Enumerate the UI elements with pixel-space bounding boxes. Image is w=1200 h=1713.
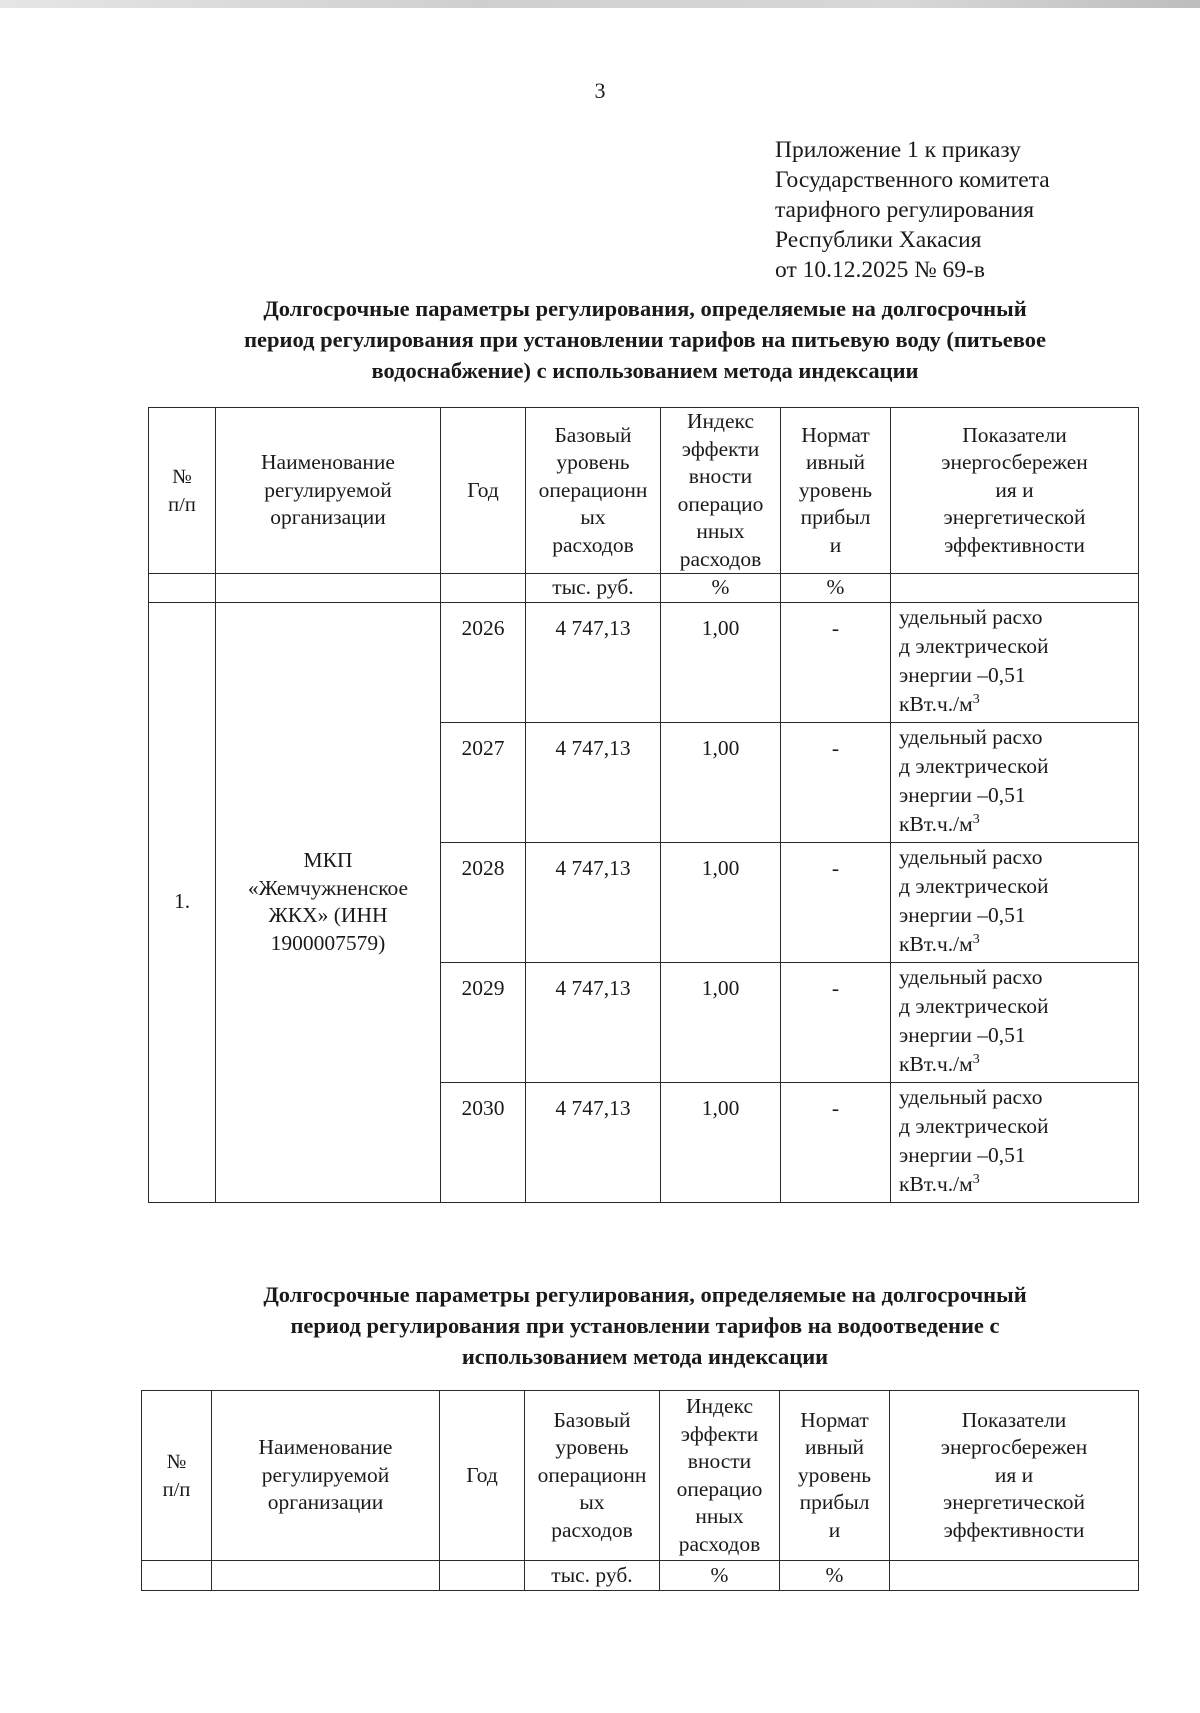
header-year: Год	[440, 1391, 525, 1561]
header-name: Наименование регулируемой организации	[216, 408, 441, 574]
indicator-cell: удельный расхо д электрической энергии –0,51 $кВт.ч./м^3$	[891, 1082, 1139, 1202]
units-empty	[440, 1561, 525, 1591]
header-indicators: Показатели энергосбережен ия и энергетической эффективности	[890, 1391, 1139, 1561]
header-indicators: Показатели энергосбережен ия и энергетической эффективности	[891, 408, 1139, 574]
norm-cell: -	[781, 722, 891, 842]
year-cell: 2028	[441, 842, 526, 962]
title-line: водоснабжение) с использованием метода индексации	[371, 358, 919, 383]
year-cell: 2026	[441, 602, 526, 722]
organization-name: МКП «Жемчужненское ЖКХ» (ИНН 1900007579)	[216, 602, 441, 1202]
norm-cell: -	[781, 1082, 891, 1202]
title-line: использованием метода индексации	[461, 1344, 829, 1369]
page-number: 3	[594, 78, 606, 103]
header-index: Индекс эффекти вности операцио нных расходов	[661, 408, 781, 574]
scan-edge	[0, 0, 1200, 8]
units-empty	[149, 574, 216, 603]
title-line: период регулирования при установлении тарифов на питьевую воду (питьевое	[244, 327, 1046, 352]
row-number: 1.	[149, 602, 216, 1202]
header-num: № п/п	[142, 1391, 212, 1561]
base-cell: 4 747,13	[526, 1082, 661, 1202]
unit-index: %	[660, 1561, 780, 1591]
index-cell: 1,00	[661, 842, 781, 962]
index-cell: 1,00	[661, 722, 781, 842]
table-header-row	[142, 1391, 1139, 1561]
units-empty	[891, 574, 1139, 603]
units-empty	[890, 1561, 1139, 1591]
norm-cell: -	[781, 842, 891, 962]
unit-norm: %	[781, 574, 891, 603]
appendix-line: Республики Хакасия	[775, 227, 982, 253]
header-base: Базовый уровень операционн ых расходов	[525, 1391, 660, 1561]
indicator-cell: удельный расхо д электрической энергии –0,51 $кВт.ч./м^3$	[891, 722, 1139, 842]
header-num: № п/п	[149, 408, 216, 574]
indicator-cell: удельный расхо д электрической энергии –0,51 $кВт.ч./м^3$	[891, 842, 1139, 962]
year-cell: 2030	[441, 1082, 526, 1202]
index-cell: 1,00	[661, 962, 781, 1082]
unit-norm: %	[780, 1561, 890, 1591]
tariff-table-sewage	[141, 1390, 1139, 1591]
header-norm: Нормат ивный уровень прибыл и	[781, 408, 891, 574]
title-line: Долгосрочные параметры регулирования, определяемые на долгосрочный	[263, 1282, 1027, 1307]
section1-title	[150, 293, 1140, 386]
header-year: Год	[441, 408, 526, 574]
units-row	[142, 1561, 1139, 1591]
index-cell: 1,00	[661, 602, 781, 722]
table-row	[149, 602, 1139, 722]
title-line: Долгосрочные параметры регулирования, определяемые на долгосрочный	[263, 296, 1027, 321]
units-empty	[212, 1561, 440, 1591]
appendix-line: от 10.12.2025 № 69-в	[775, 257, 985, 283]
unit-base: тыс. руб.	[525, 1561, 660, 1591]
base-cell: 4 747,13	[526, 962, 661, 1082]
units-empty	[441, 574, 526, 603]
units-row	[149, 574, 1139, 603]
appendix-line: тарифного регулирования	[775, 197, 1035, 223]
unit-index: %	[661, 574, 781, 603]
year-cell: 2029	[441, 962, 526, 1082]
year-cell: 2027	[441, 722, 526, 842]
indicator-cell: удельный расхо д электрической энергии –0,51 $кВт.ч./м^3$	[891, 962, 1139, 1082]
base-cell: 4 747,13	[526, 722, 661, 842]
header-index: Индекс эффекти вности операцио нных расходов	[660, 1391, 780, 1561]
appendix-line: Приложение 1 к приказу	[775, 137, 1021, 163]
base-cell: 4 747,13	[526, 602, 661, 722]
base-cell: 4 747,13	[526, 842, 661, 962]
header-norm: Нормат ивный уровень прибыл и	[780, 1391, 890, 1561]
index-cell: 1,00	[661, 1082, 781, 1202]
norm-cell: -	[781, 962, 891, 1082]
indicator-cell: удельный расхо д электрической энергии –0,51 $кВт.ч./м^3$	[891, 602, 1139, 722]
units-empty	[142, 1561, 212, 1591]
appendix-note	[775, 135, 1050, 285]
section2-title	[150, 1279, 1140, 1372]
table-header-row	[149, 408, 1139, 574]
tariff-table-water	[148, 407, 1139, 1203]
header-base: Базовый уровень операционн ых расходов	[526, 408, 661, 574]
norm-cell: -	[781, 602, 891, 722]
appendix-line: Государственного комитета	[775, 167, 1050, 193]
header-name: Наименование регулируемой организации	[212, 1391, 440, 1561]
units-empty	[216, 574, 441, 603]
title-line: период регулирования при установлении тарифов на водоотведение с	[290, 1313, 1000, 1338]
unit-base: тыс. руб.	[526, 574, 661, 603]
